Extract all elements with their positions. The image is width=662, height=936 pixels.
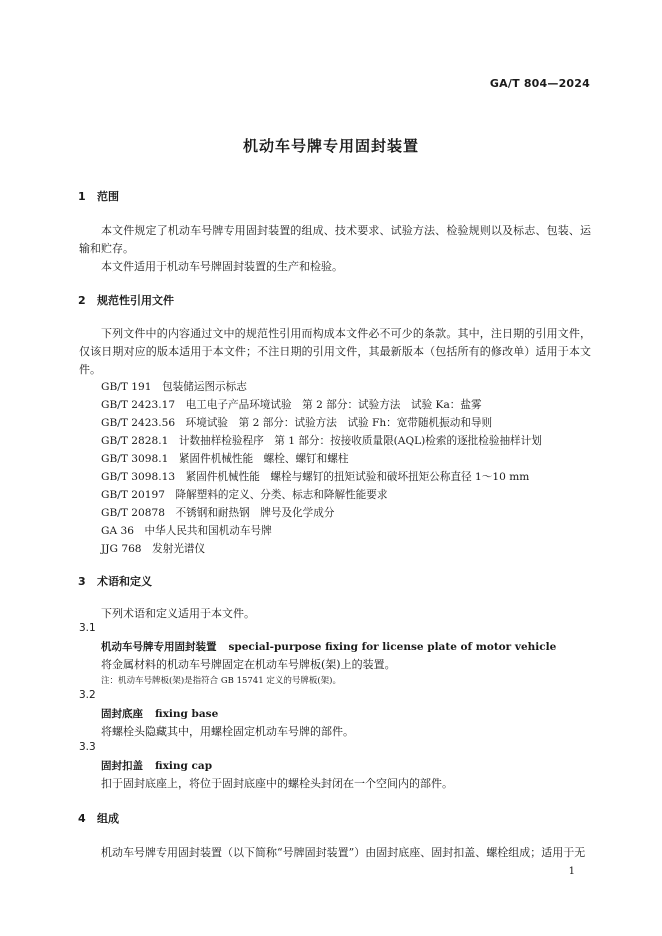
term-definition: 将金属材料的机动车号牌固定在机动车号牌板(架)上的装置。 — [101, 658, 396, 671]
reference-item: GB/T 191 包装储运图示标志 — [101, 381, 247, 393]
section-title: 范围 — [97, 190, 119, 203]
section-title: 组成 — [97, 812, 119, 825]
reference-item: GB/T 20878 不锈钢和耐热钢 牌号及化学成分 — [101, 507, 335, 519]
term-chinese: 固封底座 — [101, 708, 143, 720]
term-entry — [101, 758, 212, 773]
section-3-heading — [78, 573, 152, 589]
term-definition: 将螺栓头隐藏其中，用螺栓固定机动车号牌的部件。 — [101, 725, 354, 738]
term-english: fixing base — [155, 708, 219, 720]
reference-item: GB/T 2828.1 计数抽样检验程序 第 1 部分：按接收质量限(AQL)检索的逐批检验抽样计划 — [101, 435, 542, 447]
section-title: 术语和定义 — [97, 575, 152, 588]
term-number: 3.1 — [79, 622, 96, 634]
term-note: 注：机动车号牌板(架)是指符合 GB 15741 定义的号牌板(架)。 — [101, 676, 341, 686]
scope-paragraph-2: 本文件适用于机动车号牌固封装置的生产和检验。 — [101, 260, 343, 273]
reference-item: JJG 768 发射光谱仪 — [101, 543, 206, 555]
term-english: special-purpose fixing for license plate of motor vehicle — [228, 641, 557, 653]
term-chinese: 机动车号牌专用固封装置 — [101, 641, 217, 653]
term-number: 3.2 — [79, 689, 96, 701]
section-4-heading — [78, 810, 119, 826]
normative-references-paragraph: 下列文件中的内容通过文中的规范性引用而构成本文件必不可少的条款。其中，注日期的引用文件，仅该日期对应的版本适用于本文件；不注日期的引用文件，其最新版本（包括所有的修改单）适用于本文件。 — [79, 327, 591, 376]
reference-item: GB/T 3098.13 紧固件机械性能 螺栓与螺钉的扭矩试验和破坏扭矩公称直径 1～10 mm — [101, 471, 530, 483]
reference-item: GB/T 2423.56 环境试验 第 2 部分：试验方法 试验 Fh：宽带随机振动和导则 — [101, 417, 493, 429]
term-entry — [101, 639, 556, 654]
term-number: 3.3 — [79, 741, 96, 753]
reference-item: GA 36 中华人民共和国机动车号牌 — [101, 525, 272, 537]
section-2-heading — [78, 292, 174, 308]
section-1-heading — [78, 188, 119, 204]
section-number: 3 — [78, 575, 86, 588]
section-number: 4 — [78, 812, 86, 825]
scope-paragraph-1: 本文件规定了机动车号牌专用固封装置的组成、技术要求、试验方法、检验规则以及标志、包装、运输和贮存。 — [79, 224, 591, 255]
term-entry — [101, 706, 218, 721]
section-number: 2 — [78, 294, 86, 307]
term-definition: 扣于固封底座上，将位于固封底座中的螺栓头封闭在一个空间内的部件。 — [101, 777, 453, 790]
term-english: fixing cap — [155, 760, 213, 772]
standard-code: GA/T 804—2024 — [489, 77, 590, 90]
reference-item: GB/T 2423.17 电工电子产品环境试验 第 2 部分：试验方法 试验 Ka：盐雾 — [101, 399, 482, 411]
section-number: 1 — [78, 190, 86, 203]
document-title: 机动车号牌专用固封装置 — [242, 137, 419, 155]
composition-paragraph: 机动车号牌专用固封装置（以下简称“号牌固封装置”）由固封底座、固封扣盖、螺栓组成；适用于无 — [101, 846, 586, 859]
section-title: 规范性引用文件 — [97, 294, 174, 307]
terms-intro: 下列术语和定义适用于本文件。 — [101, 607, 255, 620]
page-number: 1 — [568, 866, 575, 877]
reference-item: GB/T 3098.1 紧固件机械性能 螺栓、螺钉和螺柱 — [101, 453, 349, 465]
reference-item: GB/T 20197 降解塑料的定义、分类、标志和降解性能要求 — [101, 489, 388, 501]
term-chinese: 固封扣盖 — [101, 760, 143, 772]
